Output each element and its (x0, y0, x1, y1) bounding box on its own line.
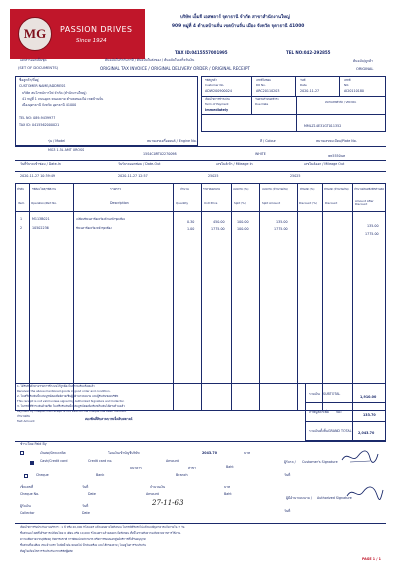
cust-no-en: Customer No. (205, 83, 225, 87)
grand-th: รวมเงินทั้งสิ้น (309, 429, 328, 433)
vat-th: ภาษีมูลค่าเพิ่ม (309, 410, 329, 414)
bank-label: Bank (96, 473, 105, 477)
th-split-amt-en: Split Amount (262, 201, 281, 205)
row-split-pct: 100.00 (237, 227, 249, 231)
branch-th: สาขา (188, 466, 196, 470)
set-of-documents-th: เอกสารออกเป็นชุด (20, 58, 47, 62)
cash-label: Cash/Credit card (40, 459, 68, 463)
th-desc-th: รายการ (110, 187, 122, 191)
brand-tagline: PASSION DRIVES (60, 25, 133, 34)
mileage-in-label: เลขไมล์เข้า / Mileage In (216, 162, 253, 166)
branch-label: Branch (176, 473, 188, 477)
doc-no-en: NO. (344, 83, 350, 87)
row-amount: 1775.00 (365, 232, 379, 236)
ro-no-th: เลขที่ใบซ่อม (256, 78, 271, 82)
vin-label: หมายเลขตัวถัง / VIN NO. (325, 100, 357, 104)
row-split-amt: 135.00 (276, 220, 288, 224)
plate-label: หมายเลขทะเบียน/Plate No. (316, 139, 357, 143)
date-en: Date (300, 83, 307, 87)
row-code: 10502236 (32, 226, 49, 230)
terms-th: เงื่อนไขการชำระเงิน (205, 97, 230, 101)
dateout-label: วันรับรถออกซ่อม / Date-Out (118, 162, 161, 166)
grand-value: 2,043.70 (358, 431, 375, 435)
customer-line3: เมืองอุดรธานี จังหวัด อุดรธานี 41000 (22, 103, 77, 107)
subtotal-value: 1,910.00 (360, 395, 377, 399)
mileage-out-label: เลขไมล์ออก / Mileage Out (304, 162, 345, 166)
footer-line-2: ชิ้นส่วนอะไหล่ที่ได้รับการเปลี่ยนใหม่ 6 เดือน หรือ 10,000 กิโลเมตร แล้วแต่อย่างใดถึงก่อน ทั้งนี้ไม่รวมถึงความเสียหายจากการใช้งาน (20, 531, 181, 535)
footer-line-4: ชิ้นส่วนสิ้นเปลือง เช่น ผ้าเบรก ใบปัดน้ำฝน หลอดไฟ น้ำมันเครื่อง และไส้กรองต่างๆ ไม่อยู่ในการรับประกัน (20, 543, 146, 547)
dateout-value: 2020-11-27 12:57 (118, 174, 148, 178)
mileage-out-value: 25025 (290, 174, 301, 178)
doc-no-value: AI20110180 (344, 89, 365, 93)
doc-no-th: เลขที่ (344, 78, 351, 82)
company-tax-id: TAX ID:0415557001995 (175, 50, 228, 55)
mg-logo-icon (18, 17, 52, 51)
bank-th: ธนาคาร (130, 466, 142, 470)
mg-logo-text: MG (23, 26, 47, 41)
date-label-en: Date (82, 511, 90, 515)
date-th: วันที่ (300, 78, 306, 82)
cash-checkbox[interactable] (30, 461, 34, 465)
doc-title-th: ต้นฉบับใบกำกับภาษี / ต้นฉบับใบส่งของ / ต้นฉบับใบเสร็จรับเงิน (105, 58, 195, 62)
vat-value: 133.70 (363, 413, 376, 417)
auth-sig-label: Authorized Signature (317, 496, 352, 500)
terms-value: Immediately (205, 108, 229, 112)
th-amount-en: Amount After Discount (355, 199, 374, 206)
collector-th: ผู้รับเงิน (20, 504, 31, 508)
due-th: วันครบกำหนดชำระ (255, 97, 279, 101)
authorized-signature-icon (344, 486, 384, 502)
th-split-pct-en: Split (%) (234, 201, 246, 205)
th-unit-en: Unit Price (204, 201, 218, 205)
card-no-label: Credit card no. (88, 459, 113, 463)
paid-by-label: ชำระโดย Paid By (20, 442, 47, 446)
footer-line-3: ความเสียหายจากอุบัติเหตุ ภัยธรรมชาติ การดัดแปลงสภาพรถ หรือการซ่อมนอกศูนย์บริการที่ได้รับอนุญาต (20, 537, 146, 541)
cheque-checkbox[interactable] (24, 474, 28, 478)
row-desc: ซีลเพลาข้อเหวี่ยงหน้าชุดเฟือง (76, 226, 112, 230)
text-amount-en: Text Amount (17, 419, 35, 423)
cust-no-th: รหัสลูกค้า (205, 78, 217, 82)
row-split-pct: 100.00 (237, 220, 249, 224)
transfer-label-th: เงินสด/บัตรเครดิต (40, 451, 66, 455)
brand-logo-block (10, 9, 145, 59)
row-item: 2 (20, 226, 23, 230)
vat-en: VAT (336, 410, 343, 414)
cheque-no-th: เช็คเลขที่ (20, 485, 34, 489)
th-split-amt-th: แบ่งจ่าย (จำนวนเงิน) (262, 187, 288, 191)
original-copy-th: ต้นฉบับ/ลูกค้า (353, 59, 374, 63)
note-1: 1. ได้รับสินค้าตามรายการข้างบนไว้ถูกต้องในสภาพเรียบร้อยแล้ว (17, 384, 95, 388)
company-name: บริษัท เอ็มจี เอสพลาร์ จุดาธานี จำกัด สาขาสำนักงานใหญ่ (180, 15, 290, 20)
customer-line1: บริษัท สมโภชน์การไฟ จำกัด (สำนักงานใหญ่) (22, 91, 87, 95)
th-code-th: รหัสอะไหล่/รหัสงาน (32, 187, 57, 191)
note-3-en: Payment by cheque, this receipt is not valid till the cheque has been honored. (17, 409, 127, 413)
row-qty: 0.30 (187, 220, 195, 224)
footer-line-5: ที่อยู่ในเงื่อนไขการรับประกันจากบริษัทผู้ผลิต (20, 549, 73, 553)
subtotal-th: รวมเงิน (309, 392, 320, 396)
date-th-2: วันที่ (82, 485, 89, 489)
datein-label: วันที่รับรถเข้าซ่อม / Date-In (20, 162, 61, 166)
transfer-amount: 2043.70 (202, 451, 218, 455)
company-tel: TEL NO:042-292855 (286, 50, 331, 55)
customer-tel: TEL NO: 089-9439977 (19, 116, 56, 120)
row-desc: เปลี่ยนซีลเพลาข้อเหวี่ยงด้านหน้าชุดเฟือง (76, 217, 125, 221)
plate-value: ษห5550นท (328, 154, 346, 158)
amount-label: Amount (166, 459, 179, 463)
customer-sig-label: Customer's Signature (302, 460, 338, 464)
th-disc-th: ส่วนลด (จำนวนเงิน) (324, 187, 349, 191)
customer-label-th: ชื่อลูกค้า/ที่อยู่ (19, 78, 39, 82)
row-split-amt: 1775.00 (274, 227, 288, 231)
handwritten-date: 27-11-63 (152, 499, 184, 507)
row-unit: 1775.00 (211, 227, 225, 231)
note-1-en: Received the above mentioned goods in good order and condition. (17, 389, 111, 393)
amount-label-2: Amount (146, 492, 159, 496)
th-disc-pct-en: Discount (%) (299, 201, 318, 205)
th-split-pct-th: แบ่งจ่าย (%) (233, 187, 249, 191)
row-qty: 1.00 (187, 227, 195, 231)
transfer-checkbox[interactable] (20, 451, 24, 455)
date-label-5: วันที่ (284, 509, 291, 513)
collector-label: Collector (20, 511, 35, 515)
due-en: Due Date (255, 102, 269, 106)
baht-label-2: Baht (224, 492, 232, 496)
engine-label: หมายเลขเครื่องยนต์ / Engine No. (147, 139, 197, 143)
row-item: 1 (20, 217, 23, 221)
mileage-in-value: 25025 (208, 174, 219, 178)
date-label-3: วันที่ (82, 504, 89, 508)
date-label-2: Date (88, 492, 96, 496)
note-2: 2. ใบเสร็จรับเงินนี้จะสมบูรณ์ต่อเมื่อมีลายเซ็นผู้มีอำนาจลงนาม และผู้รับเงินของบริษัท (17, 394, 119, 398)
row-unit: 450.00 (213, 220, 225, 224)
customer-line2: 41 หมู่ที่ 1 ถนนอุดร-หนองคาย ตำบลหนองไผ่ เขตบ้านจั่น (22, 97, 104, 101)
cust-no-value: ADW200900024 (205, 89, 232, 93)
brand-since: Since 1924 (76, 38, 107, 44)
th-qty-th: จำนวน (180, 187, 189, 191)
customer-tax-id: TAX ID: 0415562000021 (19, 123, 60, 127)
baht-th: บาท (224, 485, 231, 489)
colour-label: สี / Colour (260, 139, 276, 143)
model-label: รุ่น / Model (48, 139, 66, 143)
th-code-en: Operation/Part No. (31, 201, 57, 205)
ro-no-value: ARC20110203 (256, 89, 280, 93)
engine-value: 15S4C0RT02270098 (143, 152, 177, 156)
set-of-documents-en: (SET OF DOCUMENTS) (18, 66, 59, 70)
original-copy-en: ORIGINAL (356, 67, 374, 71)
th-disc-pct-th: ส่วนลด (%) (300, 187, 315, 191)
terms-en: Term of Payment (205, 102, 229, 106)
customer-sig-th: ผู้รับรถ / (284, 460, 296, 464)
row-code: M113B021 (32, 217, 50, 221)
th-qty-en: Quantity (176, 201, 189, 205)
customer-signature-icon (340, 448, 380, 466)
footer-line-1: เงื่อนไขการรับประกันงานบริการ : 1 ปี หรือ 20,000 กิโลเมตร แล้วแต่อย่างใดถึงก่อน ในกรณีที่รับรถไปแล้วพบปัญหาควรแจ้งภายใน 7 วัน (20, 525, 185, 529)
auth-sig-th: ผู้มีอำนาจลงนาม / (286, 496, 313, 500)
th-unit-th: ราคาต่อหน่วย (203, 187, 220, 191)
customer-label-en: CUSTOMER NAME/ADDRESS (19, 84, 66, 88)
page-number: PAGE 1 / 1 (362, 557, 381, 561)
note-3: 3. ในกรณีที่ชำระเงินด้วยเช็ค ใบเสร็จรับเงินนี้จะสมบูรณ์ต่อเมื่อเรียกเก็บเงินได้ครบถ้วนแล้ว (17, 404, 125, 408)
vin-value: MMLZ14E31GT011352 (304, 124, 342, 128)
model-value: MG3 1.5L AMT XROSS (48, 148, 85, 152)
th-item-en: Item (18, 201, 25, 205)
text-amount-value: สองพันสี่สิบสามบาทเจ็ดสิบสตางค์ (85, 417, 133, 421)
note-2-en: This receipt is not valid unless signed by Authorized Signature and Collector. (17, 399, 125, 403)
ro-no-en: RO No. (256, 83, 266, 87)
row-amount: 135.00 (367, 224, 379, 228)
subtotal-en: SUBTOTAL (323, 392, 341, 396)
transfer-label-th2: โอนเงินเข้าบัญชีบริษัท (108, 451, 140, 455)
baht-label: Baht (226, 465, 234, 469)
company-address: 909 หมู่ที่ 4 ตำบลบ้านจั่น เขตบ้านจั่น เมือง จังหวัด จุดาธานี 41000 (172, 24, 305, 29)
text-amount-th: จำนวนเงิน (17, 414, 30, 418)
cheque-no-label: Cheque No. (20, 492, 40, 496)
colour-value: WHITE (255, 152, 266, 156)
datein-value: 2020-11-27 10:39:49 (20, 174, 56, 178)
date-label-4: วันที่ (284, 473, 291, 477)
transfer-baht: บาท (244, 451, 251, 455)
th-disc-en: Discount (325, 201, 338, 205)
grand-en: GRAND TOTAL (328, 429, 352, 433)
th-desc-en: Description (110, 201, 129, 205)
date-value: 2020-11-27 (300, 89, 320, 93)
cheque-label: Cheque (36, 473, 49, 477)
doc-title-en: ORIGINAL TAX INVOICE / ORIGINAL DELIVERY ORDER / ORIGINAL RECEIPT (100, 66, 250, 71)
th-item-th: ลำดับ (17, 187, 24, 191)
amount-th: จำนวนเงิน (150, 485, 166, 489)
th-amount-th: จำนวนเงินหลังหักส่วนลด (354, 187, 385, 191)
